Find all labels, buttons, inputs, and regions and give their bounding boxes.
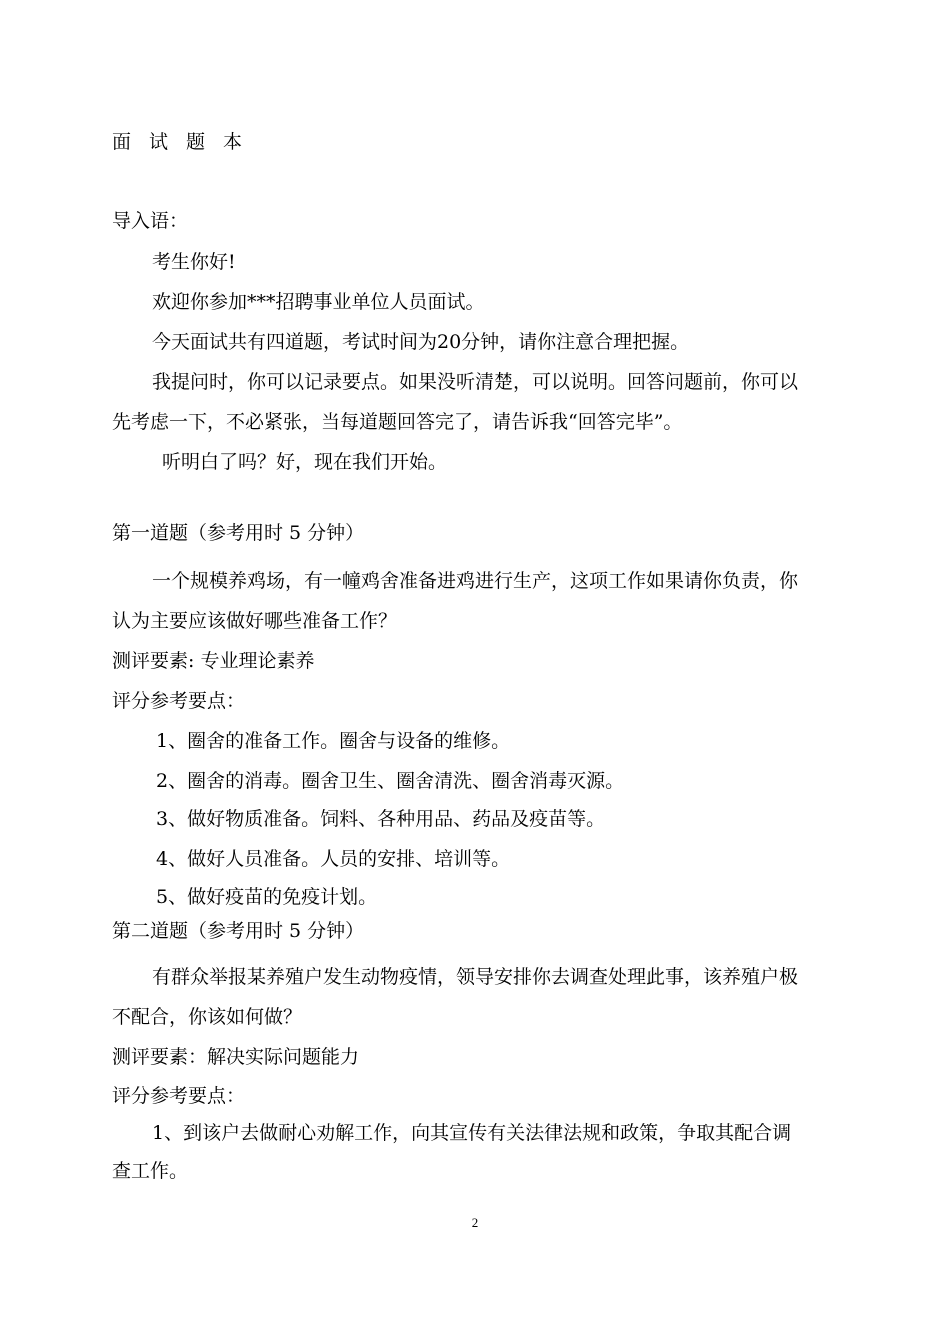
- question1-text-line2: 认为主要应该做好哪些准备工作？: [112, 610, 398, 632]
- intro-start: 听明白了吗？好，现在我们开始。: [162, 451, 448, 473]
- question1-criteria: 测评要素: 专业理论素养: [112, 650, 315, 672]
- intro-instructions-line2: 先考虑一下，不必紧张，当每道题回答完了，请告诉我“回答完毕”。: [112, 411, 683, 433]
- page-number: 2: [471, 1215, 479, 1230]
- question2-point1-line2: 查工作。: [112, 1160, 189, 1182]
- question2-heading: 第二道题（参考用时 5 分钟）: [112, 920, 365, 942]
- question2-point1-line1: 1、到该户去做耐心劝解工作，向其宣传有关法律法规和政策，争取其配合调: [152, 1122, 792, 1144]
- question2-text-line2: 不配合，你该如何做？: [112, 1006, 303, 1028]
- intro-instructions-line1: 我提问时，你可以记录要点。如果没听清楚，可以说明。回答问题前，你可以: [152, 371, 799, 393]
- question2-text-line1: 有群众举报某养殖户发生动物疫情，领导安排你去调查处理此事，该养殖户极: [152, 966, 799, 988]
- question1-point: 2、圈舍的消毒。圈舍卫生、圈舍清洗、圈舍消毒灭源。: [156, 770, 625, 792]
- question2-points-heading: 评分参考要点：: [112, 1085, 246, 1107]
- question1-point: 5、做好疫苗的免疫计划。: [156, 886, 378, 908]
- intro-overview: 今天面试共有四道题，考试时间为20分钟，请你注意合理把握。: [152, 331, 690, 353]
- question1-point: 3、做好物质准备。饲料、各种用品、药品及疫苗等。: [156, 808, 606, 830]
- question1-point: 1、圈舍的准备工作。圈舍与设备的维修。: [156, 730, 511, 752]
- question1-points-heading: 评分参考要点：: [112, 690, 246, 712]
- question1-heading: 第一道题（参考用时 5 分钟）: [112, 522, 365, 544]
- intro-heading: 导入语：: [112, 210, 189, 232]
- question2-criteria: 测评要素：解决实际问题能力: [112, 1046, 360, 1068]
- question1-point: 4、做好人员准备。人员的安排、培训等。: [156, 848, 511, 870]
- intro-welcome: 欢迎你参加***招聘事业单位人员面试。: [152, 291, 485, 313]
- document-title: 面试题本: [112, 131, 261, 153]
- intro-greeting: 考生你好!: [152, 251, 236, 273]
- question1-text-line1: 一个规模养鸡场，有一幢鸡舍准备进鸡进行生产，这项工作如果请你负责，你: [152, 570, 799, 592]
